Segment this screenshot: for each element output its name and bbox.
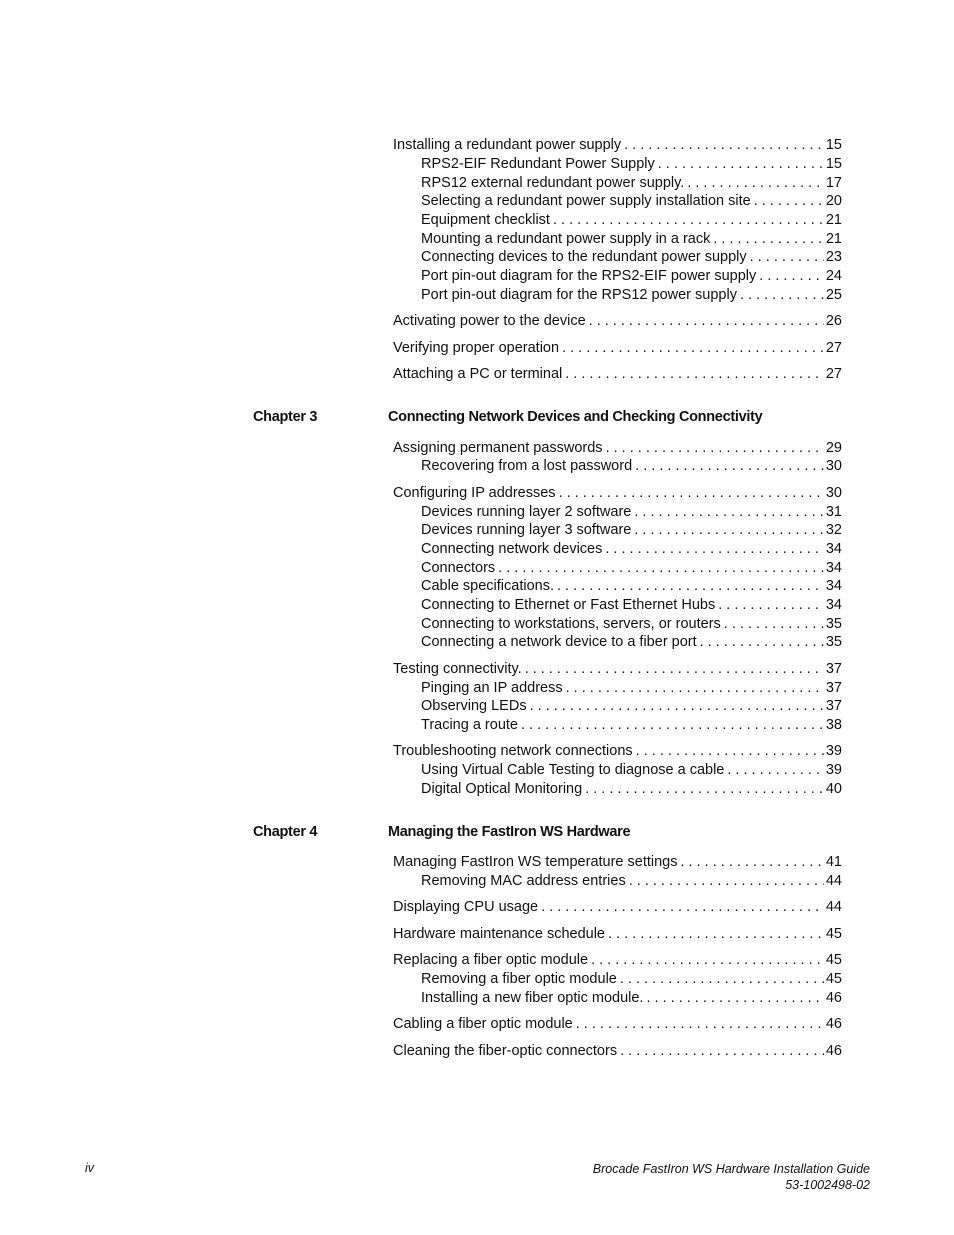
toc-entry-page: 44 xyxy=(825,899,842,915)
toc-entry[interactable] xyxy=(393,1042,842,1060)
toc-entry[interactable] xyxy=(421,872,842,890)
dot-leader xyxy=(636,742,824,760)
toc-entry[interactable] xyxy=(421,761,842,779)
toc-entry-page: 45 xyxy=(825,926,842,942)
toc-entry-page: 29 xyxy=(825,440,842,456)
toc-entry-page: 37 xyxy=(825,698,842,714)
dot-leader xyxy=(559,484,824,502)
toc-entry-page: 39 xyxy=(825,743,842,759)
toc-entry-title: Verifying proper operation xyxy=(393,340,560,356)
toc-entry-page: 23 xyxy=(825,249,842,265)
dot-leader xyxy=(740,286,824,304)
toc-entry-page: 34 xyxy=(825,578,842,594)
dot-leader xyxy=(606,439,824,457)
toc-entry-title: Hardware maintenance schedule xyxy=(393,926,605,942)
toc-entry-page: 35 xyxy=(825,634,842,650)
chapter-label: Chapter 4 xyxy=(253,824,318,840)
toc-entry-title: Removing MAC address entries xyxy=(421,873,626,889)
toc-entry-title: Digital Optical Monitoring xyxy=(421,781,583,797)
toc-entry-page: 39 xyxy=(825,762,842,778)
dot-leader xyxy=(759,267,824,285)
dot-leader xyxy=(566,679,824,697)
toc-entry-page: 35 xyxy=(825,616,842,632)
toc-entry[interactable] xyxy=(393,339,842,357)
toc-entry[interactable] xyxy=(393,136,842,154)
toc-entry[interactable] xyxy=(393,742,842,760)
toc-entry-page: 17 xyxy=(825,175,842,191)
toc-entry[interactable] xyxy=(421,989,842,1007)
toc-entry-page: 20 xyxy=(825,193,842,209)
dot-leader xyxy=(525,660,824,678)
toc-entry[interactable] xyxy=(421,192,842,210)
chapter-label: Chapter 3 xyxy=(253,409,318,425)
toc-entry-page: 21 xyxy=(825,212,842,228)
toc-entry-page: 15 xyxy=(825,156,842,172)
toc-entry-title: Installing a redundant power supply xyxy=(393,137,622,153)
toc-entry-page: 37 xyxy=(825,680,842,696)
toc-entry[interactable] xyxy=(421,970,842,988)
toc-entry-title: Cleaning the fiber-optic connectors xyxy=(393,1043,618,1059)
toc-entry-title: Port pin-out diagram for the RPS2-EIF power supply xyxy=(421,268,757,284)
chapter-title: Connecting Network Devices and Checking Connectivity xyxy=(388,409,763,425)
dot-leader xyxy=(557,577,824,595)
toc-entry[interactable] xyxy=(421,559,842,577)
dot-leader xyxy=(754,192,824,210)
toc-entry[interactable] xyxy=(421,211,842,229)
toc-entry-title: Connecting to Ethernet or Fast Ethernet Hubs xyxy=(421,597,716,613)
toc-entry-title: Selecting a redundant power supply installation site xyxy=(421,193,751,209)
toc-entry-page: 41 xyxy=(825,854,842,870)
toc-entry-page: 40 xyxy=(825,781,842,797)
toc-entry[interactable] xyxy=(421,286,842,304)
toc-entry-title: Attaching a PC or terminal xyxy=(393,366,563,382)
toc-entry-page: 34 xyxy=(825,541,842,557)
toc-entry-title: Activating power to the device xyxy=(393,313,586,329)
dot-leader xyxy=(713,230,823,248)
toc-entry[interactable] xyxy=(421,248,842,266)
toc-entry[interactable] xyxy=(393,439,842,457)
toc-entry-page: 34 xyxy=(825,597,842,613)
toc-entry-title: Mounting a redundant power supply in a rack xyxy=(421,231,711,247)
dot-leader xyxy=(624,136,824,154)
toc-entry[interactable] xyxy=(421,633,842,651)
guide-title: Brocade FastIron WS Hardware Installation Guide xyxy=(592,1162,870,1176)
toc-entry-page: 15 xyxy=(825,137,842,153)
toc-entry[interactable] xyxy=(421,503,842,521)
toc-entry[interactable] xyxy=(421,457,842,475)
dot-leader xyxy=(634,521,824,539)
dot-leader xyxy=(521,716,824,734)
toc-entry-title: Installing a new fiber optic module. xyxy=(421,990,644,1006)
toc-entry-page: 44 xyxy=(825,873,842,889)
toc-entry[interactable] xyxy=(421,716,842,734)
toc-entry[interactable] xyxy=(393,951,842,969)
dot-leader xyxy=(700,633,824,651)
toc-entry-page: 32 xyxy=(825,522,842,538)
dot-leader xyxy=(750,248,824,266)
toc-entry[interactable] xyxy=(421,679,842,697)
dot-leader xyxy=(553,211,824,229)
toc-entry-title: Pinging an IP address xyxy=(421,680,563,696)
toc-entry-title: RPS2-EIF Redundant Power Supply xyxy=(421,156,655,172)
toc-entry[interactable] xyxy=(393,1015,842,1033)
dot-leader xyxy=(565,365,824,383)
toc-entry-page: 38 xyxy=(825,717,842,733)
toc-entry[interactable] xyxy=(421,155,842,173)
toc-entry[interactable] xyxy=(393,853,842,871)
dot-leader xyxy=(620,970,824,988)
dot-leader xyxy=(530,697,824,715)
toc-entry-title: Tracing a route xyxy=(421,717,518,733)
dot-leader xyxy=(629,872,824,890)
toc-entry[interactable] xyxy=(421,267,842,285)
toc-entry-page: 21 xyxy=(825,231,842,247)
toc-entry-title: Using Virtual Cable Testing to diagnose a cable xyxy=(421,762,725,778)
dot-leader xyxy=(620,1042,824,1060)
dot-leader xyxy=(541,898,824,916)
toc-entry[interactable] xyxy=(393,660,842,678)
toc-entry-page: 26 xyxy=(825,313,842,329)
toc-entry-title: Displaying CPU usage xyxy=(393,899,539,915)
dot-leader xyxy=(681,853,824,871)
toc-entry-page: 30 xyxy=(825,458,842,474)
toc-entry-page: 46 xyxy=(825,990,842,1006)
toc-entry-title: Managing FastIron WS temperature settings xyxy=(393,854,678,870)
toc-entry-page: 45 xyxy=(825,971,842,987)
toc-entry[interactable] xyxy=(421,596,842,614)
dot-leader xyxy=(498,559,824,577)
toc-entry[interactable] xyxy=(421,521,842,539)
toc-entry-page: 24 xyxy=(825,268,842,284)
toc-entry-page: 45 xyxy=(825,952,842,968)
toc-entry-title: Connecting to workstations, servers, or routers xyxy=(421,616,721,632)
dot-leader xyxy=(724,615,824,633)
toc-entry[interactable] xyxy=(393,484,842,502)
toc-entry-page: 37 xyxy=(825,661,842,677)
toc-entry-title: Port pin-out diagram for the RPS12 power supply xyxy=(421,287,737,303)
dot-leader xyxy=(634,503,824,521)
toc-entry-page: 31 xyxy=(825,504,842,520)
toc-entry-title: Replacing a fiber optic module xyxy=(393,952,589,968)
toc-entry-title: Recovering from a lost password xyxy=(421,458,633,474)
toc-entry-page: 46 xyxy=(825,1016,842,1032)
toc-entry-page: 27 xyxy=(825,366,842,382)
toc-entry-title: Observing LEDs xyxy=(421,698,527,714)
toc-entry[interactable] xyxy=(421,540,842,558)
toc-entry-title: RPS12 external redundant power supply. xyxy=(421,175,685,191)
toc-entry-title: Troubleshooting network connections xyxy=(393,743,633,759)
toc-entry[interactable] xyxy=(421,230,842,248)
toc-entry-page: 34 xyxy=(825,560,842,576)
dot-leader xyxy=(646,989,823,1007)
footer-doc-info xyxy=(593,1161,870,1193)
toc-entry[interactable] xyxy=(393,365,842,383)
toc-entry-title: Connecting a network device to a fiber port xyxy=(421,634,697,650)
toc-entry[interactable] xyxy=(421,174,842,192)
toc-entry-title: Cable specifications. xyxy=(421,578,554,594)
dot-leader xyxy=(608,925,824,943)
toc-entry-title: Removing a fiber optic module xyxy=(421,971,617,987)
dot-leader xyxy=(718,596,824,614)
toc-entry[interactable] xyxy=(421,615,842,633)
toc-entry-title: Connecting network devices xyxy=(421,541,603,557)
dot-leader xyxy=(576,1015,824,1033)
chapter-title: Managing the FastIron WS Hardware xyxy=(388,824,631,840)
toc-entry[interactable] xyxy=(393,898,842,916)
dot-leader xyxy=(591,951,824,969)
toc-entry-page: 30 xyxy=(825,485,842,501)
dot-leader xyxy=(562,339,824,357)
toc-entry-page: 27 xyxy=(825,340,842,356)
toc-entry-title: Configuring IP addresses xyxy=(393,485,556,501)
dot-leader xyxy=(658,155,824,173)
toc-entry[interactable] xyxy=(393,312,842,330)
dot-leader xyxy=(605,540,824,558)
toc-entry-title: Connectors xyxy=(421,560,496,576)
dot-leader xyxy=(589,312,824,330)
toc-entry-title: Equipment checklist xyxy=(421,212,550,228)
toc-entry-page: 46 xyxy=(825,1043,842,1059)
toc-entry-page: 25 xyxy=(825,287,842,303)
dot-leader xyxy=(727,761,824,779)
toc-entry-title: Testing connectivity. xyxy=(393,661,522,677)
toc-entry-title: Assigning permanent passwords xyxy=(393,440,603,456)
doc-number: 53-1002498-02 xyxy=(785,1178,870,1192)
toc-entry-title: Cabling a fiber optic module xyxy=(393,1016,573,1032)
dot-leader xyxy=(635,457,824,475)
dot-leader xyxy=(687,174,824,192)
toc-entry[interactable] xyxy=(421,697,842,715)
toc-entry[interactable] xyxy=(421,780,842,798)
toc-entry-title: Devices running layer 3 software xyxy=(421,522,632,538)
dot-leader xyxy=(585,780,824,798)
toc-entry[interactable] xyxy=(393,925,842,943)
toc-entry-title: Devices running layer 2 software xyxy=(421,504,632,520)
page-number: iv xyxy=(85,1161,95,1175)
toc-entry[interactable] xyxy=(421,577,842,595)
toc-entry-title: Connecting devices to the redundant power supply xyxy=(421,249,747,265)
